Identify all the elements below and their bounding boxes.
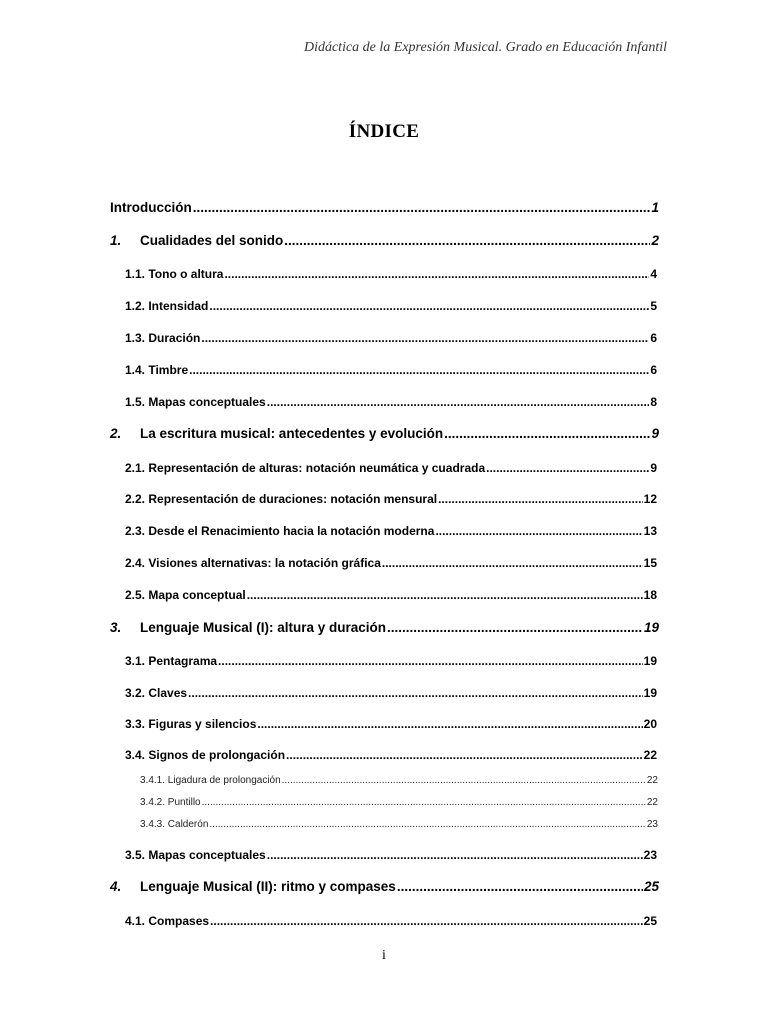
toc-entry-title: 2.4. Visiones alternativas: la notación gráfica: [125, 556, 381, 570]
toc-entry-page: 8: [650, 395, 657, 409]
toc-entry-page: 6: [650, 331, 657, 345]
toc-entry-title: 1.4. Timbre: [125, 363, 189, 377]
dot-leader: [209, 819, 645, 831]
dot-leader: [202, 797, 646, 809]
dot-leader: [382, 556, 643, 570]
dot-leader: [209, 299, 649, 313]
toc-entry-page: 4: [650, 267, 657, 281]
toc-entry-title: 2.1. Representación de alturas: notación neumática y cuadrada: [125, 461, 486, 475]
toc-entry-page: 9: [650, 461, 657, 475]
dot-leader: [210, 914, 643, 928]
toc-entry-title: 4.1. Compases: [125, 914, 210, 928]
dot-leader: [435, 524, 642, 538]
toc-entry-label: [125, 461, 485, 475]
toc-entry-label: [125, 588, 246, 602]
toc-entry-title: 1.3. Duración: [125, 331, 201, 345]
toc-entry-title: 3.5. Mapas conceptuales: [125, 848, 266, 862]
toc-entry-title: 3.2. Claves: [125, 686, 188, 700]
dot-leader: [224, 267, 649, 281]
running-header: Didáctica de la Expresión Musical. Grado en Educación Infantil: [303, 40, 667, 55]
toc-entry-number: 3.: [110, 620, 122, 635]
toc-entry-title: 3.3. Figuras y silencios: [125, 717, 257, 731]
toc-entry-label: [125, 748, 285, 762]
toc-entry-label: [140, 775, 281, 787]
dot-leader: [438, 492, 643, 506]
toc-entry[interactable]: [125, 299, 657, 313]
dot-leader: [267, 395, 650, 409]
toc-entry-label: [125, 848, 266, 862]
toc-entry-title: Lenguaje Musical (II): ritmo y compases: [140, 879, 396, 894]
toc-entry-page: 19: [643, 620, 659, 635]
dot-leader: [189, 363, 649, 377]
toc-entry-label: [125, 654, 217, 668]
toc-entry-label: [125, 331, 200, 345]
toc-entry[interactable]: [125, 492, 657, 506]
toc-entry-label: [110, 426, 443, 442]
toc-entry-title: 2.5. Mapa conceptual: [125, 588, 246, 602]
toc-entry-label: [125, 686, 187, 700]
toc-entry-page: 22: [646, 797, 658, 808]
toc-entry[interactable]: [125, 363, 657, 377]
toc-entry[interactable]: [125, 395, 657, 409]
toc-entry-number: 1.: [110, 233, 122, 248]
toc-entry-label: [140, 819, 208, 831]
toc-entry-title: La escritura musical: antecedentes y evolución: [140, 426, 444, 441]
toc-entry-label: [125, 914, 209, 928]
toc-entry-title: 2.3. Desde el Renacimiento hacia la notación moderna: [125, 524, 435, 538]
toc-entry[interactable]: [125, 331, 657, 345]
toc-entry-title: 3.4.1. Ligadura de prolongación: [140, 775, 281, 786]
toc-entry-title: 2.2. Representación de duraciones: notación mensural: [125, 492, 438, 506]
dot-leader: [247, 588, 643, 602]
toc-entry-page: 6: [650, 363, 657, 377]
toc-entry-title: 3.4.2. Puntillo: [140, 797, 201, 808]
toc-entry-title: Lenguaje Musical (I): altura y duración: [140, 620, 387, 635]
toc-entry-number: 2.: [110, 426, 122, 441]
toc-entry[interactable]: [110, 426, 659, 442]
dot-leader: [387, 620, 643, 636]
toc-entry-title: 3.1. Pentagrama: [125, 654, 218, 668]
toc-entry-label: [110, 233, 283, 249]
page-number: i: [382, 948, 386, 963]
toc-entry[interactable]: [125, 556, 657, 570]
dot-leader: [284, 233, 650, 249]
toc-entry-page: 20: [643, 717, 657, 731]
toc-entry[interactable]: [110, 620, 659, 636]
toc-entry-page: 22: [646, 775, 658, 786]
toc-entry[interactable]: [140, 797, 658, 809]
dot-leader: [193, 200, 651, 216]
toc-entry[interactable]: [125, 267, 657, 281]
toc-entry-page: 23: [643, 848, 657, 862]
toc-entry-title: 3.4.3. Calderón: [140, 819, 209, 830]
page-title: ÍNDICE: [348, 120, 420, 142]
toc-entry[interactable]: [140, 819, 658, 831]
toc-entry-label: [125, 363, 188, 377]
dot-leader: [397, 879, 643, 895]
dot-leader: [257, 717, 642, 731]
toc-entry-page: 12: [643, 492, 657, 506]
toc-entry[interactable]: [125, 461, 657, 475]
toc-entry-label: [140, 797, 201, 809]
toc-entry-page: 13: [643, 524, 657, 538]
toc-entry-title: 1.2. Intensidad: [125, 299, 209, 313]
toc-entry-page: 15: [643, 556, 657, 570]
toc-entry-page: 25: [643, 879, 659, 894]
toc-entry[interactable]: [125, 848, 657, 862]
dot-leader: [444, 426, 650, 442]
toc-entry-page: 19: [643, 686, 657, 700]
toc-entry-label: [110, 620, 386, 636]
toc-entry-page: 19: [643, 654, 657, 668]
toc-entry-label: [125, 524, 434, 538]
toc-entry-label: [110, 879, 396, 895]
toc-entry[interactable]: [110, 879, 659, 895]
toc-entry-title: 1.5. Mapas conceptuales: [125, 395, 266, 409]
toc-entry-label: [125, 299, 208, 313]
dot-leader: [286, 748, 643, 762]
dot-leader: [282, 775, 646, 787]
toc-entry[interactable]: [140, 775, 658, 787]
toc-entry-label: [110, 200, 192, 216]
toc-entry-page: 25: [643, 914, 657, 928]
toc-entry-number: 4.: [110, 879, 122, 894]
toc-entry-title: 3.4. Signos de prolongación: [125, 748, 286, 762]
toc-entry[interactable]: [125, 588, 657, 602]
dot-leader: [201, 331, 649, 345]
toc-entry[interactable]: [125, 686, 657, 700]
toc-entry-title: Introducción: [110, 200, 192, 215]
toc-entry-page: 22: [643, 748, 657, 762]
toc-entry-page: 5: [650, 299, 657, 313]
toc-entry-label: [125, 556, 381, 570]
toc-entry[interactable]: [110, 233, 659, 249]
toc-entry-title: 1.1. Tono o altura: [125, 267, 224, 281]
toc-entry[interactable]: [125, 717, 657, 731]
toc-entry-label: [125, 395, 266, 409]
dot-leader: [188, 686, 643, 700]
toc-entry-page: 9: [651, 426, 659, 441]
toc-entry[interactable]: [125, 654, 657, 668]
toc-entry-page: 23: [646, 819, 658, 830]
toc-entry-label: [125, 267, 223, 281]
toc-entry-label: [125, 492, 437, 506]
toc-entry[interactable]: [125, 524, 657, 538]
dot-leader: [486, 461, 649, 475]
dot-leader: [267, 848, 643, 862]
toc-entry-page: 18: [643, 588, 657, 602]
toc-entry-page: 2: [651, 233, 659, 248]
toc-entry[interactable]: [125, 748, 657, 762]
toc-entry-label: [125, 717, 256, 731]
toc-entry-page: 1: [651, 200, 659, 215]
toc-entry-title: Cualidades del sonido: [140, 233, 284, 248]
toc-entry[interactable]: [110, 200, 659, 216]
dot-leader: [218, 654, 643, 668]
toc-entry[interactable]: [125, 914, 657, 928]
